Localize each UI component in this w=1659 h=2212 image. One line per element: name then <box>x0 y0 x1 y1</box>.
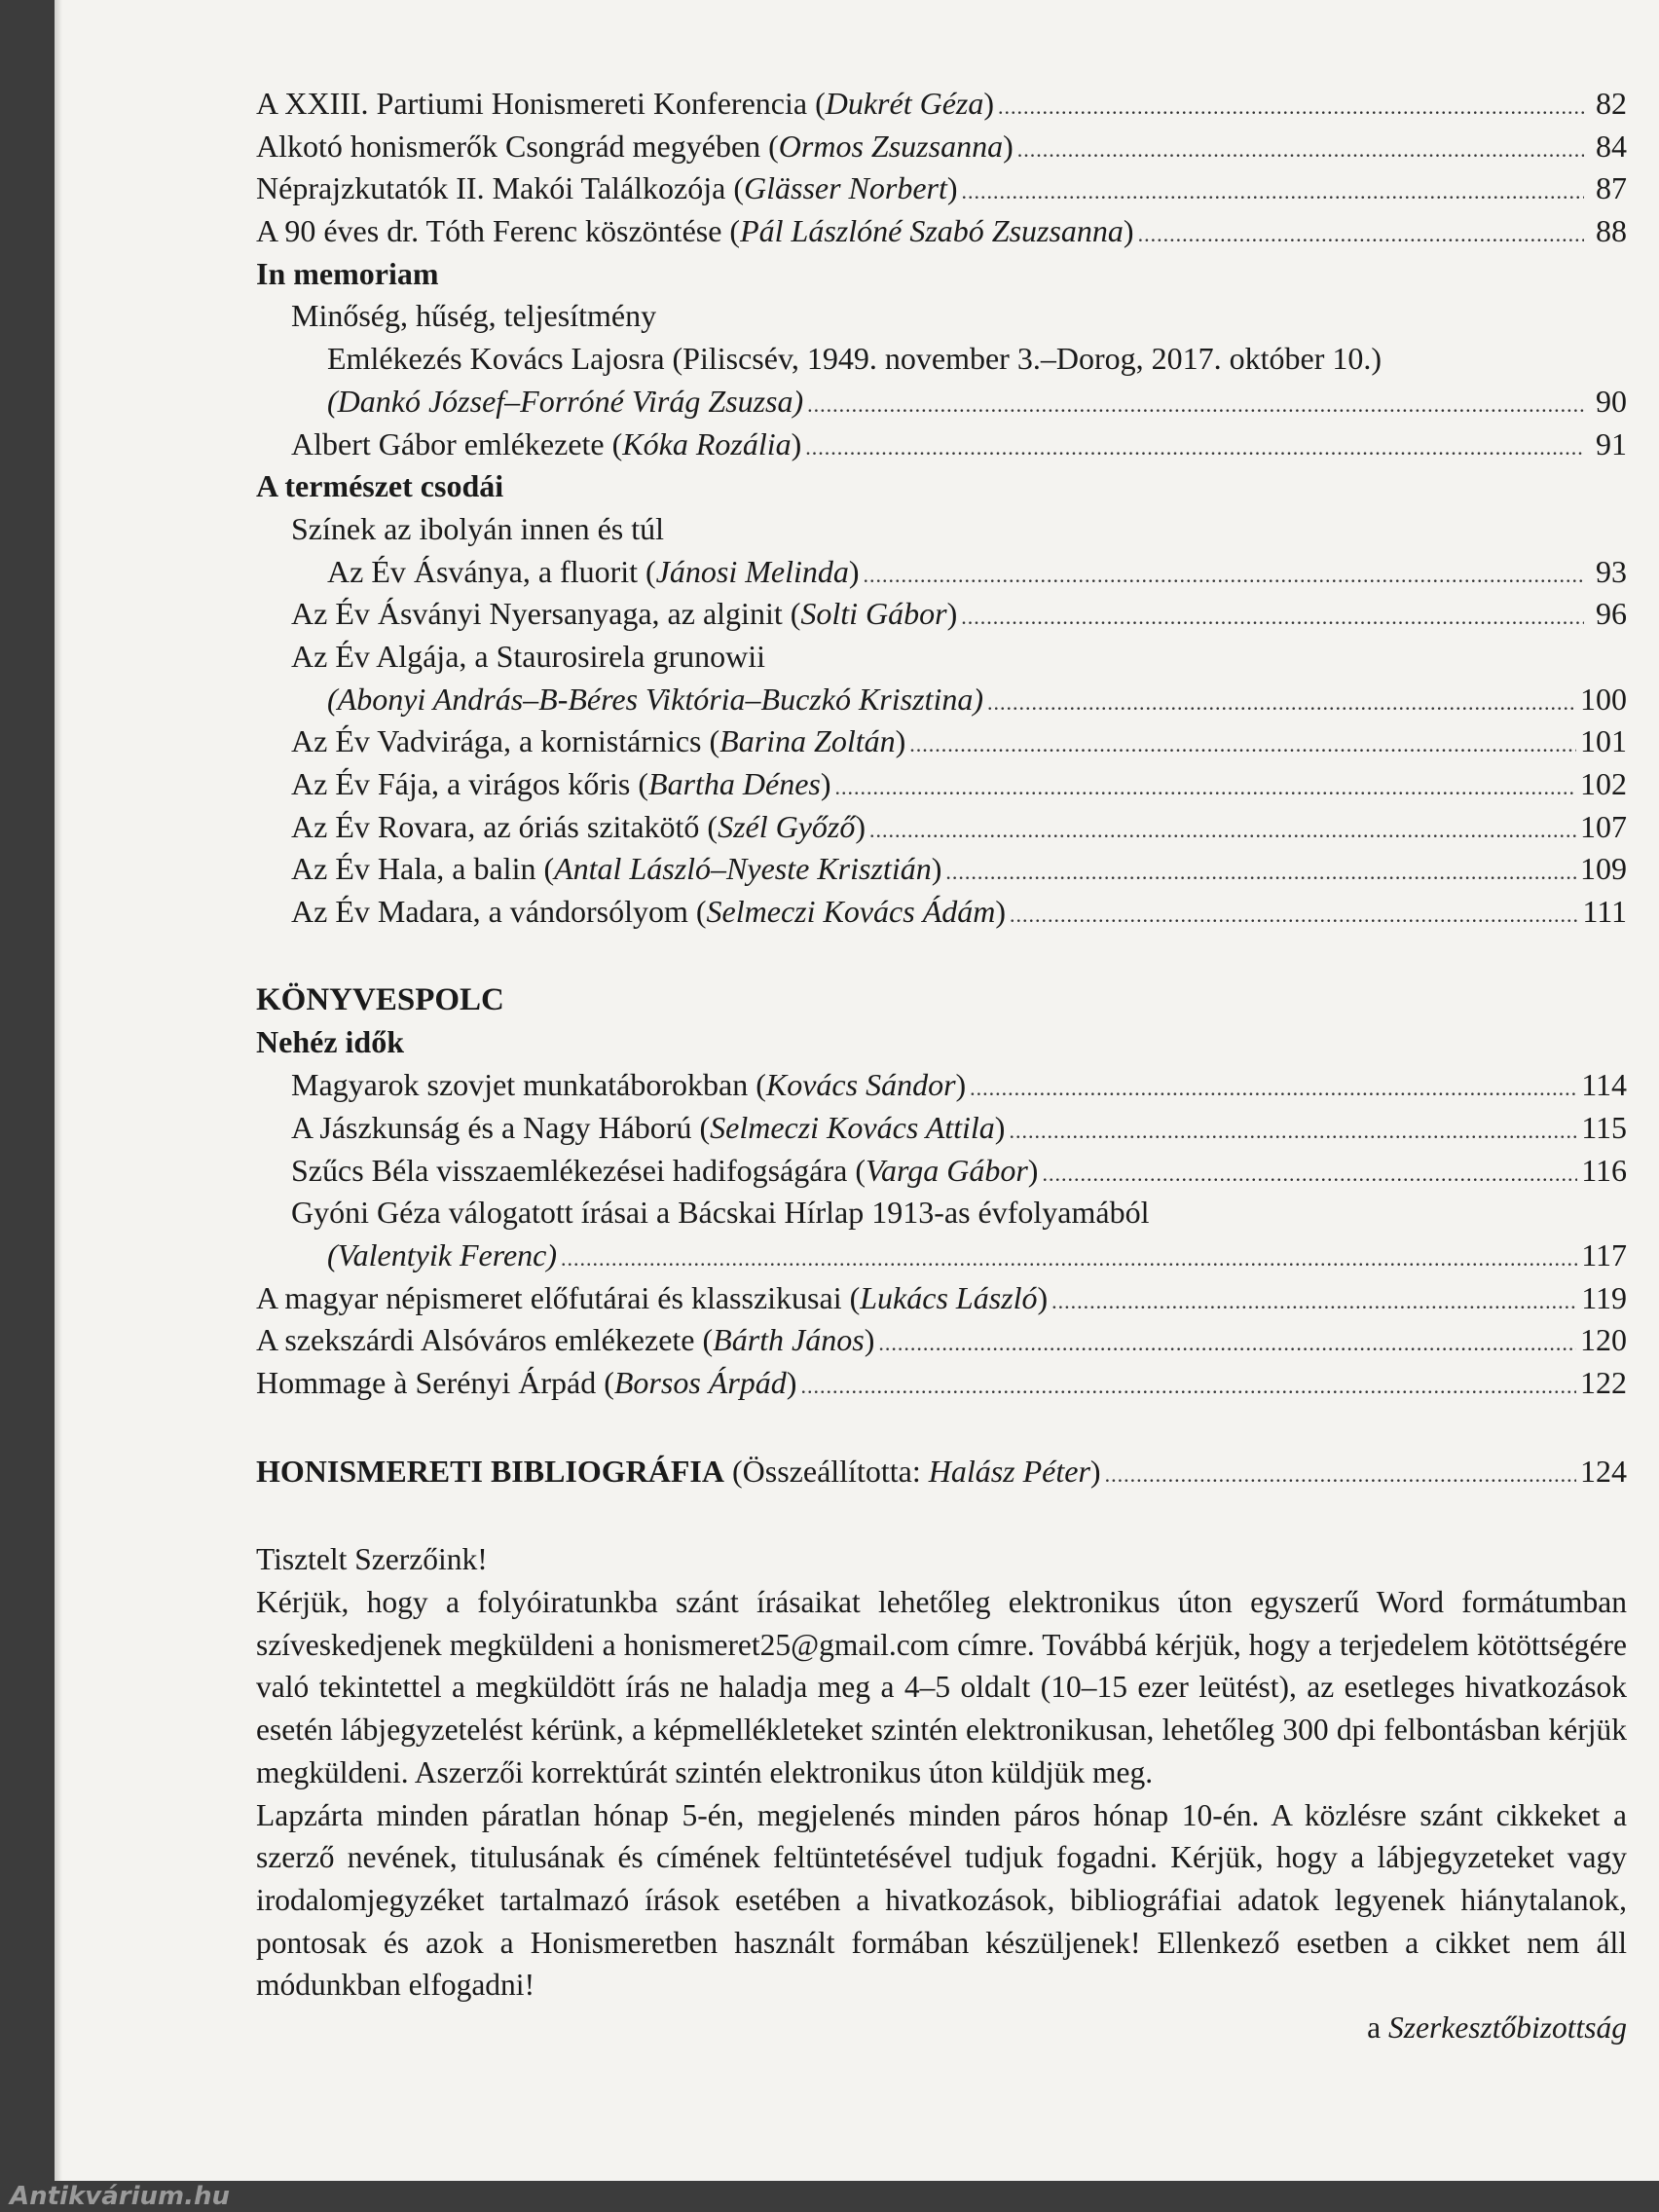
dot-leader <box>1010 894 1578 937</box>
toc-item[interactable]: Az Év Ásványi Nyersanyaga, az alginit (Solti Gábor) ..... 96 <box>256 593 1627 636</box>
toc-item[interactable]: A 90 éves dr. Tóth Ferenc köszöntése (Pál Lászlóné Szabó Zsuzsanna) ..... 88 <box>256 210 1627 253</box>
page-number: 107 <box>1580 808 1627 844</box>
dot-leader <box>1042 1153 1577 1196</box>
dot-leader <box>1105 1454 1576 1496</box>
toc-item-line: Az Év Algája, a Staurosirela grunowii <box>291 638 765 674</box>
page-number: 93 <box>1596 553 1627 589</box>
watermark: Antikvárium.hu <box>10 2182 230 2211</box>
document-page <box>55 0 1659 2181</box>
toc-item[interactable]: Néprajzkutatók II. Makói Találkozója (Glässer Norbert) ..... 87 <box>256 167 1627 210</box>
dot-leader <box>878 1322 1576 1365</box>
toc-item-line: Gyóni Géza válogatott írásai a Bácskai Hírlap 1913-as évfolyamából <box>291 1195 1150 1231</box>
page-number: 115 <box>1581 1109 1627 1145</box>
dot-leader <box>561 1237 1577 1280</box>
toc-item[interactable]: Hommage à Serényi Árpád (Borsos Árpád) ..... 122 <box>256 1362 1627 1405</box>
toc-item[interactable]: A XXIII. Partiumi Honismereti Konferencia (Dukrét Géza) ..... 82 <box>256 83 1627 126</box>
toc-item[interactable]: Az Év Ásványa, a fluorit (Jánosi Melinda) ..... 93 <box>256 551 1627 594</box>
toc-item[interactable]: A Jászkunság és a Nagy Háború (Selmeczi Kovács Attila) ..... 115 <box>256 1107 1627 1150</box>
page-number: 119 <box>1581 1279 1627 1315</box>
dot-leader <box>970 1067 1577 1110</box>
toc-subheading-nehez-idok: Nehéz idők <box>256 1024 404 1060</box>
table-of-contents <box>256 83 1627 2049</box>
toc-item[interactable]: Az Év Rovara, az óriás szitakötő (Szél Győző) ..... 107 <box>256 806 1627 849</box>
dot-leader <box>1009 1110 1577 1153</box>
toc-list <box>256 720 1627 933</box>
dot-leader <box>962 170 1584 213</box>
page-number: 116 <box>1581 1152 1627 1188</box>
dot-leader <box>998 86 1584 129</box>
page-number: 124 <box>1580 1453 1627 1489</box>
notice-greeting: Tisztelt Szerzőink! <box>256 1542 488 1577</box>
toc-item[interactable]: Szűcs Béla visszaemlékezései hadifogságára (Varga Gábor) ..... 116 <box>256 1150 1627 1193</box>
author-notice <box>256 1538 1627 2048</box>
page-number: 102 <box>1580 766 1627 801</box>
toc-item[interactable]: (Valentyik Ferenc) ..... 117 <box>256 1235 1627 1277</box>
page-number: 91 <box>1596 425 1627 461</box>
toc-item[interactable]: A magyar népismeret előfutárai és klasszikusai (Lukács László) ..... 119 <box>256 1277 1627 1320</box>
toc-item[interactable]: Alkotó honismerők Csongrád megyében (Ormos Zsuzsanna) ..... 84 <box>256 126 1627 168</box>
toc-item[interactable]: Magyarok szovjet munkatáborokban (Kovács Sándor) ..... 114 <box>256 1064 1627 1107</box>
dot-leader <box>987 682 1576 724</box>
dot-leader <box>961 596 1584 639</box>
page-number: 109 <box>1580 851 1627 887</box>
toc-item[interactable]: Albert Gábor emlékezete (Kóka Rozália) ..... 91 <box>256 424 1627 466</box>
toc-item[interactable]: Az Év Fája, a virágos kőris (Bartha Dénes) ..... 102 <box>256 763 1627 806</box>
toc-subheading: Színek az ibolyán innen és túl <box>291 510 665 546</box>
toc-item[interactable]: Az Év Vadvirága, a kornistárnics (Barina Zoltán) ..... 101 <box>256 720 1627 763</box>
toc-list <box>256 1064 1627 1192</box>
toc-list <box>256 593 1627 636</box>
toc-item[interactable]: (Dankó József–Forróné Virág Zsuzsa) ..... 90 <box>256 381 1627 424</box>
toc-list <box>256 1277 1627 1405</box>
page-number: 122 <box>1580 1364 1627 1400</box>
page-number: 117 <box>1581 1236 1627 1272</box>
dot-leader <box>835 766 1576 809</box>
dot-leader <box>864 554 1584 597</box>
section-heading-termeszet: A természet csodái <box>256 468 504 504</box>
page-number: 84 <box>1596 128 1627 164</box>
dot-leader <box>909 723 1576 766</box>
page-number: 114 <box>1581 1067 1627 1103</box>
notice-signature: a Szerkesztőbizottság <box>1367 2010 1627 2046</box>
toc-item[interactable]: Az Év Hala, a balin (Antal László–Nyeste Krisztián) ..... 109 <box>256 848 1627 891</box>
page-number: 120 <box>1580 1322 1627 1358</box>
dot-leader <box>869 809 1576 852</box>
page-number: 90 <box>1596 383 1627 419</box>
notice-paragraph-1: Kérjük, hogy a folyóiratunkba szánt írásaikat lehetőleg elektronikus úton egyszerű Word formátumban szíveskedjenek megküldeni a honismeret25@gmail.com címre. Továbbá kérjük, hogy a terjedelem kötöttségére való tekintettel a megküldött írás ne haladja meg a 4–5 oldalt (10–15 ezer leütést), az esetleges hivatkozások esetén lábjegyzetelést kérünk, a képmellékleteket szintén elektronikusan, lehetőleg 300 dpi felbontásban kérjük megküldeni. Aszerzői korrektúrát szintén elektronikus úton küldjük meg. <box>256 1585 1627 1789</box>
dot-leader <box>1138 213 1584 256</box>
dot-leader <box>807 384 1584 426</box>
page-number: 87 <box>1596 170 1627 206</box>
toc-item-line: Emlékezés Kovács Lajosra (Piliscsév, 1949. november 3.–Dorog, 2017. október 10.) <box>327 341 1382 377</box>
page-number: 100 <box>1580 681 1627 717</box>
section-heading-in-memoriam: In memoriam <box>256 255 439 291</box>
page-number: 82 <box>1596 86 1627 121</box>
dot-leader <box>1051 1280 1577 1323</box>
toc-item[interactable]: Az Év Madara, a vándorsólyom (Selmeczi Kovács Ádám) ..... 111 <box>256 891 1627 934</box>
toc-item-bibliografia[interactable]: HONISMERETI BIBLIOGRÁFIA (Összeállította: Halász Péter) ..... 124 <box>256 1451 1627 1493</box>
page-number: 101 <box>1580 723 1627 759</box>
dot-leader <box>945 851 1576 894</box>
toc-item[interactable]: A szekszárdi Alsóváros emlékezete (Bárth János) ..... 120 <box>256 1319 1627 1362</box>
page-number: 111 <box>1582 894 1627 930</box>
section-heading-konyvespolc: KÖNYVESPOLC <box>256 981 504 1017</box>
page-number: 88 <box>1596 213 1627 249</box>
page-number: 96 <box>1596 596 1627 632</box>
toc-item[interactable]: (Abonyi András–B-Béres Viktória–Buczkó Krisztina) ..... 100 <box>256 679 1627 721</box>
dot-leader <box>805 426 1584 469</box>
dot-leader <box>1017 129 1584 171</box>
page-edge <box>55 0 62 2181</box>
toc-top-list <box>256 83 1627 253</box>
toc-subheading: Minőség, hűség, teljesítmény <box>291 298 657 334</box>
dot-leader <box>800 1365 1576 1408</box>
notice-paragraph-2: Lapzárta minden páratlan hónap 5-én, megjelenés minden páros hónap 10-én. A közlésre szánt cikkeket a szerző nevének, titulusának és címének feltüntetésével tudjuk fogadni. Kérjük, hogy a lábjegyzeteket vagy irodalomjegyzéket tartalmazó írások esetében a hivatkozások, bibliográfiai adatok legyenek hiánytalanok, pontosak és azok a Honismeretben használt formában készüljenek! Ellenkező esetben a cikket nem áll módunkban elfogadni! <box>256 1797 1627 2003</box>
